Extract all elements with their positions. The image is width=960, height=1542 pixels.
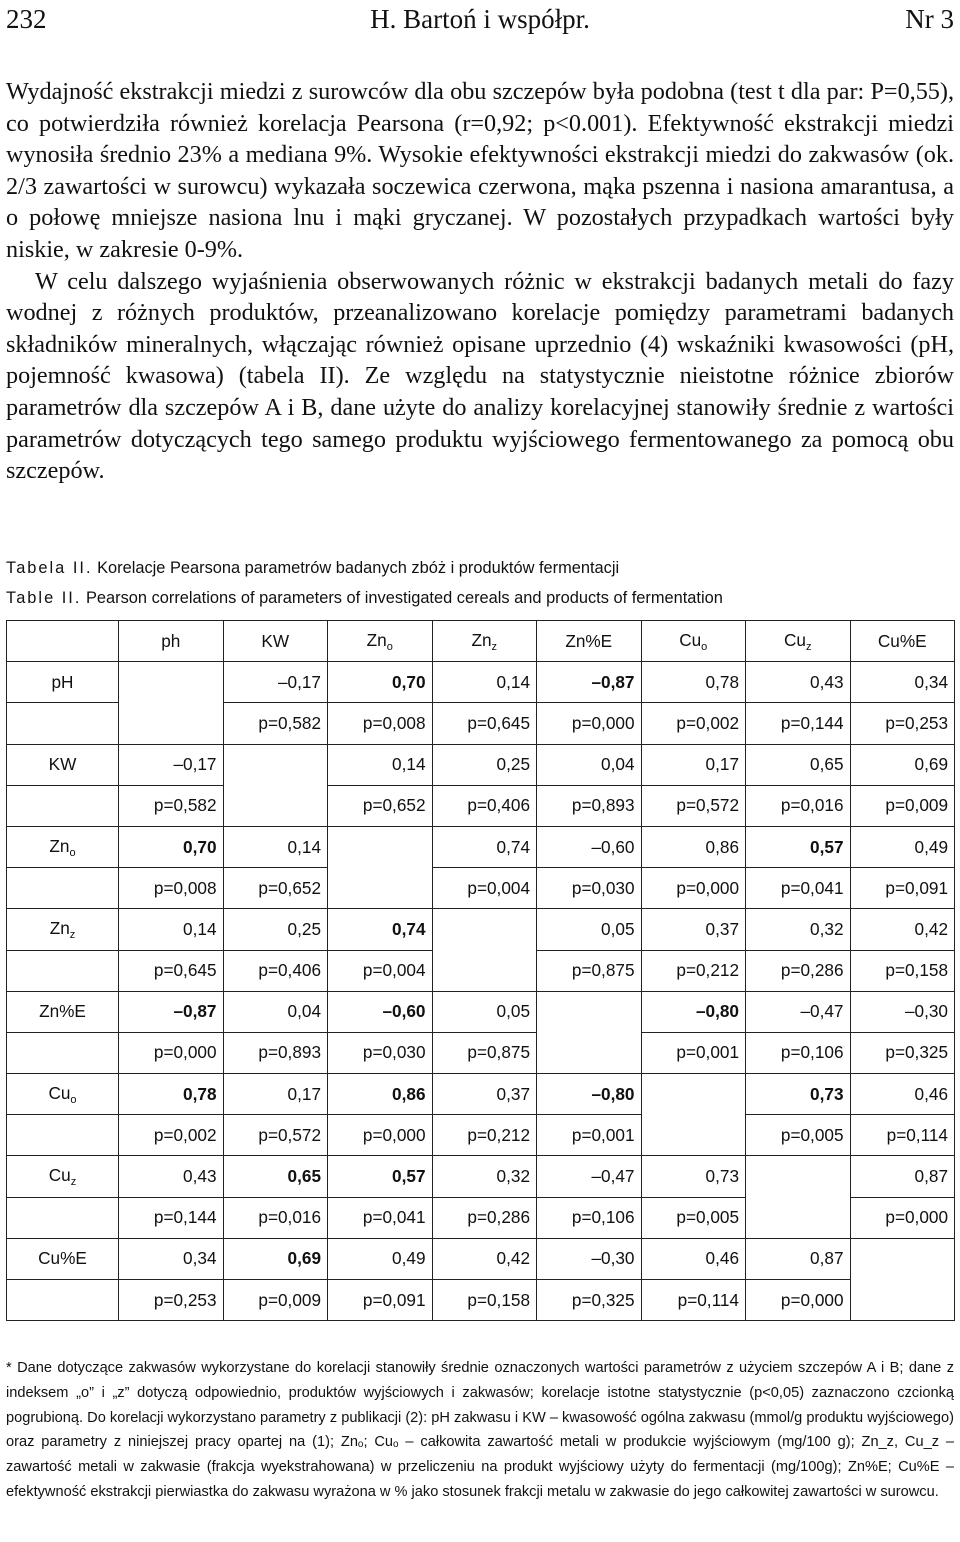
- caption-polish: [6, 553, 954, 583]
- label-subscript: z: [69, 928, 76, 941]
- correlation-coefficient-cell: 0,49: [328, 1238, 433, 1279]
- page-number: 232: [6, 4, 47, 34]
- table-row-coefficients: [7, 1074, 955, 1115]
- label-text: Cu: [48, 1165, 71, 1186]
- table-row-coefficients: [7, 744, 955, 785]
- correlation-coefficient-cell: 0,86: [641, 826, 746, 867]
- column-header: [746, 621, 851, 662]
- p-value-cell: p=0,893: [537, 785, 642, 826]
- p-value-cell: p=0,144: [119, 1197, 224, 1238]
- correlation-coefficient-cell: [746, 1156, 851, 1238]
- correlation-coefficient-cell: [119, 662, 224, 744]
- p-value-cell: p=0,652: [223, 868, 328, 909]
- p-value-cell: p=0,652: [328, 785, 433, 826]
- p-value-cell: p=0,325: [850, 1032, 955, 1073]
- p-value-cell: p=0,406: [223, 950, 328, 991]
- p-value-cell: p=0,041: [328, 1197, 433, 1238]
- p-value-cell: p=0,004: [328, 950, 433, 991]
- label-text: Cu: [48, 1082, 71, 1103]
- label-text: Zn%E: [565, 630, 613, 651]
- p-value-cell: p=0,030: [537, 868, 642, 909]
- running-head: [6, 4, 954, 38]
- paragraph-correlation-analysis: W celu dalszego wyjaśnienia obserwowanych różnic w ekstrakcji badanych metali do fazy wodnej z różnych produktów, przeanalizowano korelacje pomiędzy parametrami badanych składników mineralnych, włączając również opisane uprzednio (4) wskaźniki kwasowości (pH, pojemność kwasowa) (tabela II). Ze względu na statystycznie nieistotne różnice zbiorów parametrów dla szczepów A i B, dane użyte do analizy korelacyjnej stanowiły średnie z wartości parametrów dotyczących tego samego produktu wyjściowego fermentowanego za pomocą obu szczepów.: [6, 267, 954, 485]
- label-subscript: o: [69, 846, 76, 859]
- correlation-coefficient-cell: –0,87: [119, 991, 224, 1032]
- correlation-coefficient-cell: 0,86: [328, 1074, 433, 1115]
- correlation-coefficient-cell: 0,43: [119, 1156, 224, 1197]
- p-value-cell: p=0,091: [850, 868, 955, 909]
- correlation-coefficient-cell: 0,70: [328, 662, 433, 703]
- correlation-coefficient-cell: –0,87: [537, 662, 642, 703]
- correlation-coefficient-cell: 0,87: [850, 1156, 955, 1197]
- correlation-coefficient-cell: 0,32: [432, 1156, 537, 1197]
- p-value-cell: p=0,406: [432, 785, 537, 826]
- p-value-cell: p=0,030: [328, 1032, 433, 1073]
- column-header: [850, 621, 955, 662]
- correlation-coefficient-cell: 0,25: [432, 744, 537, 785]
- correlation-coefficient-cell: –0,30: [850, 991, 955, 1032]
- correlation-coefficient-cell: 0,34: [119, 1238, 224, 1279]
- correlation-coefficient-cell: 0,69: [850, 744, 955, 785]
- row-header: [7, 744, 119, 785]
- p-value-cell: p=0,000: [746, 1280, 851, 1321]
- p-value-cell: p=0,000: [850, 1197, 955, 1238]
- label-text: pH: [51, 671, 74, 692]
- table-row-p-values: [7, 1280, 955, 1321]
- label-subscript: o: [70, 1093, 77, 1106]
- correlation-coefficient-cell: 0,37: [432, 1074, 537, 1115]
- correlation-coefficient-cell: 0,57: [746, 826, 851, 867]
- column-header: [432, 621, 537, 662]
- correlation-coefficient-cell: 0,05: [537, 909, 642, 950]
- correlation-coefficient-cell: –0,17: [223, 662, 328, 703]
- p-value-cell: p=0,009: [850, 785, 955, 826]
- correlation-table: [6, 620, 955, 1321]
- correlation-coefficient-cell: –0,60: [328, 991, 433, 1032]
- p-value-cell: p=0,645: [432, 703, 537, 744]
- p-value-cell: p=0,325: [537, 1280, 642, 1321]
- p-value-cell: p=0,158: [432, 1280, 537, 1321]
- p-value-cell: p=0,016: [746, 785, 851, 826]
- table-row-p-values: [7, 785, 955, 826]
- label-text: Cu: [784, 629, 806, 650]
- p-value-cell: p=0,572: [223, 1115, 328, 1156]
- correlation-coefficient-cell: 0,70: [119, 826, 224, 867]
- p-value-cell: p=0,091: [328, 1280, 433, 1321]
- p-value-cell: p=0,253: [119, 1280, 224, 1321]
- table-row-coefficients: [7, 991, 955, 1032]
- correlation-coefficient-cell: –0,80: [537, 1074, 642, 1115]
- correlation-coefficient-cell: –0,17: [119, 744, 224, 785]
- correlation-coefficient-cell: –0,47: [746, 991, 851, 1032]
- correlation-coefficient-cell: 0,14: [223, 826, 328, 867]
- correlation-coefficient-cell: 0,74: [328, 909, 433, 950]
- label-subscript: o: [386, 640, 393, 653]
- caption-english-text: Pearson correlations of parameters of investigated cereals and products of fermentation: [85, 589, 723, 607]
- p-value-cell: p=0,212: [432, 1115, 537, 1156]
- table-row-coefficients: [7, 826, 955, 867]
- row-header-blank: [7, 703, 119, 744]
- p-value-cell: p=0,000: [641, 868, 746, 909]
- p-value-cell: p=0,212: [641, 950, 746, 991]
- p-value-cell: p=0,572: [641, 785, 746, 826]
- correlation-coefficient-cell: –0,47: [537, 1156, 642, 1197]
- label-text: Cu%E: [38, 1248, 87, 1269]
- p-value-cell: p=0,016: [223, 1197, 328, 1238]
- correlation-coefficient-cell: 0,05: [432, 991, 537, 1032]
- p-value-cell: p=0,158: [850, 950, 955, 991]
- table-row-coefficients: [7, 1156, 955, 1197]
- p-value-cell: p=0,000: [328, 1115, 433, 1156]
- row-header: [7, 662, 119, 703]
- table-row-coefficients: [7, 662, 955, 703]
- table-corner-cell: [7, 621, 119, 662]
- correlation-coefficient-cell: –0,30: [537, 1238, 642, 1279]
- row-header-blank: [7, 950, 119, 991]
- p-value-cell: p=0,041: [746, 868, 851, 909]
- label-text: Zn: [366, 629, 387, 650]
- correlation-coefficient-cell: –0,60: [537, 826, 642, 867]
- correlation-coefficient-cell: 0,32: [746, 909, 851, 950]
- caption-polish-text: Korelacje Pearsona parametrów badanych zbóż i produktów fermentacji: [97, 559, 620, 577]
- correlation-coefficient-cell: [641, 1074, 746, 1156]
- table-row-p-values: [7, 868, 955, 909]
- label-text: Cu%E: [877, 630, 927, 651]
- p-value-cell: p=0,000: [537, 703, 642, 744]
- label-text: ph: [161, 630, 181, 651]
- p-value-cell: p=0,002: [119, 1115, 224, 1156]
- p-value-cell: p=0,000: [119, 1032, 224, 1073]
- row-header: [7, 991, 119, 1032]
- label-subscript: z: [491, 640, 498, 653]
- correlation-coefficient-cell: 0,74: [432, 826, 537, 867]
- table-footnote: * Dane dotyczące zakwasów wykorzystane do korelacji stanowiły średnie oznaczonych wartości parametrów z użyciem szczepów A i B; dane z indeksem „o” i „z” dotyczą odpowiednio, produktów wyjściowych i zakwasów; korelacje istotne statystycznie (p<0,05) zaznaczono czcionką pogrubioną. Do korelacji wykorzystano parametry z publikacji (2): pH zakwasu i KW – kwasowość ogólna zakwasu (mmol/g produktu wyjściowego) oraz parametry z niniejszej pracy opartej na (1); Znₒ; Cuₒ – całkowita zawartość metali w produkcie wyjściowym (mg/100 g); Zn_z, Cu_z – zawartość metali w zakwasie (frakcja wyekstrahowana) w przeliczeniu na produkt wyjściowy użyty do fermentacji (mg/100g); Zn%E; Cu%E – efektywność ekstrakcji pierwiastka do zakwasu wyrażona w % jako stosunek frakcji metalu w zakwasie do jego całkowitej zawartości w surowcu.: [6, 1360, 954, 1500]
- label-text: KW: [48, 754, 77, 775]
- p-value-cell: p=0,002: [641, 703, 746, 744]
- correlation-coefficient-cell: 0,25: [223, 909, 328, 950]
- p-value-cell: p=0,582: [223, 703, 328, 744]
- column-header: [641, 621, 746, 662]
- p-value-cell: p=0,005: [641, 1197, 746, 1238]
- p-value-cell: p=0,253: [850, 703, 955, 744]
- row-header-blank: [7, 868, 119, 909]
- paragraph-copper-extraction: Wydajność ekstrakcji miedzi z surowców dla obu szczepów była podobna (test t dla par: P=0,55), co potwierdziła również korelacja Pearsona (r=0,92; p<0.001). Efektywność ekstrakcji miedzi wynosiła średnio 23% a mediana 9%. Wysokie efektywności ekstrakcji miedzi do zakwasów (ok. 2/3 zawartości w surowcu) wykazała soczewica czerwona, mąka pszenna i nasiona amarantusa, a o połowę mniejsze nasiona lnu i mąki gryczanej. W pozostałych przypadkach wartości były niskie, w zakresie 0-9%.: [6, 78, 954, 263]
- running-authors: H. Bartoń i współpr.: [370, 4, 590, 34]
- p-value-cell: p=0,001: [537, 1115, 642, 1156]
- row-header-blank: [7, 1197, 119, 1238]
- correlation-coefficient-cell: [537, 991, 642, 1073]
- correlation-coefficient-cell: 0,65: [223, 1156, 328, 1197]
- table-row-p-values: [7, 1032, 955, 1073]
- p-value-cell: p=0,114: [641, 1280, 746, 1321]
- p-value-cell: p=0,106: [537, 1197, 642, 1238]
- correlation-coefficient-cell: 0,14: [119, 909, 224, 950]
- p-value-cell: p=0,875: [537, 950, 642, 991]
- label-text: KW: [261, 630, 290, 651]
- correlation-coefficient-cell: 0,73: [641, 1156, 746, 1197]
- correlation-coefficient-cell: [432, 909, 537, 991]
- label-text: Zn: [49, 835, 70, 856]
- row-header: [7, 1156, 119, 1197]
- column-header: [119, 621, 224, 662]
- p-value-cell: p=0,004: [432, 868, 537, 909]
- table-header-row: [7, 621, 955, 662]
- caption-english: [6, 583, 954, 613]
- table-row-coefficients: [7, 1238, 955, 1279]
- correlation-coefficient-cell: [850, 1238, 955, 1320]
- body-text: [6, 76, 954, 487]
- p-value-cell: p=0,144: [746, 703, 851, 744]
- correlation-coefficient-cell: 0,37: [641, 909, 746, 950]
- p-value-cell: p=0,645: [119, 950, 224, 991]
- row-header: [7, 909, 119, 950]
- p-value-cell: p=0,893: [223, 1032, 328, 1073]
- p-value-cell: p=0,106: [746, 1032, 851, 1073]
- correlation-coefficient-cell: 0,04: [537, 744, 642, 785]
- p-value-cell: p=0,008: [119, 868, 224, 909]
- correlation-coefficient-cell: [328, 826, 433, 908]
- column-header: [328, 621, 433, 662]
- correlation-coefficient-cell: 0,46: [641, 1238, 746, 1279]
- issue-number: Nr 3: [905, 4, 954, 34]
- row-header: [7, 1238, 119, 1279]
- column-header: [223, 621, 328, 662]
- correlation-coefficient-cell: 0,46: [850, 1074, 955, 1115]
- p-value-cell: p=0,875: [432, 1032, 537, 1073]
- correlation-coefficient-cell: –0,80: [641, 991, 746, 1032]
- correlation-coefficient-cell: 0,78: [119, 1074, 224, 1115]
- correlation-coefficient-cell: 0,42: [850, 909, 955, 950]
- label-text: Zn: [49, 917, 70, 938]
- correlation-coefficient-cell: 0,43: [746, 662, 851, 703]
- correlation-coefficient-cell: 0,17: [641, 744, 746, 785]
- correlation-coefficient-cell: 0,73: [746, 1074, 851, 1115]
- correlation-coefficient-cell: 0,87: [746, 1238, 851, 1279]
- table-row-coefficients: [7, 909, 955, 950]
- correlation-coefficient-cell: 0,17: [223, 1074, 328, 1115]
- correlation-coefficient-cell: 0,57: [328, 1156, 433, 1197]
- p-value-cell: p=0,008: [328, 703, 433, 744]
- row-header-blank: [7, 1280, 119, 1321]
- row-header-blank: [7, 1032, 119, 1073]
- label-text: Zn: [471, 629, 492, 650]
- table-row-p-values: [7, 1115, 955, 1156]
- correlation-coefficient-cell: 0,14: [432, 662, 537, 703]
- label-text: Zn%E: [39, 1001, 86, 1022]
- correlation-coefficient-cell: 0,65: [746, 744, 851, 785]
- p-value-cell: p=0,114: [850, 1115, 955, 1156]
- correlation-coefficient-cell: [223, 744, 328, 826]
- p-value-cell: p=0,009: [223, 1280, 328, 1321]
- correlation-coefficient-cell: 0,14: [328, 744, 433, 785]
- correlation-coefficient-cell: 0,49: [850, 826, 955, 867]
- label-text: Cu: [679, 629, 702, 650]
- correlation-coefficient-cell: 0,04: [223, 991, 328, 1032]
- p-value-cell: p=0,001: [641, 1032, 746, 1073]
- column-header: [537, 621, 642, 662]
- label-subscript: z: [70, 1176, 77, 1189]
- row-header-blank: [7, 785, 119, 826]
- table-captions: [6, 553, 954, 613]
- correlation-coefficient-cell: 0,69: [223, 1238, 328, 1279]
- correlation-coefficient-cell: 0,42: [432, 1238, 537, 1279]
- row-header: [7, 826, 119, 867]
- correlation-coefficient-cell: 0,78: [641, 662, 746, 703]
- caption-polish-label: Tabela II.: [6, 559, 93, 577]
- row-header-blank: [7, 1115, 119, 1156]
- p-value-cell: p=0,582: [119, 785, 224, 826]
- label-subscript: o: [701, 640, 708, 653]
- label-subscript: z: [805, 640, 812, 653]
- p-value-cell: p=0,286: [746, 950, 851, 991]
- p-value-cell: p=0,005: [746, 1115, 851, 1156]
- caption-english-label: Table II.: [6, 589, 82, 607]
- row-header: [7, 1074, 119, 1115]
- p-value-cell: p=0,286: [432, 1197, 537, 1238]
- correlation-coefficient-cell: 0,34: [850, 662, 955, 703]
